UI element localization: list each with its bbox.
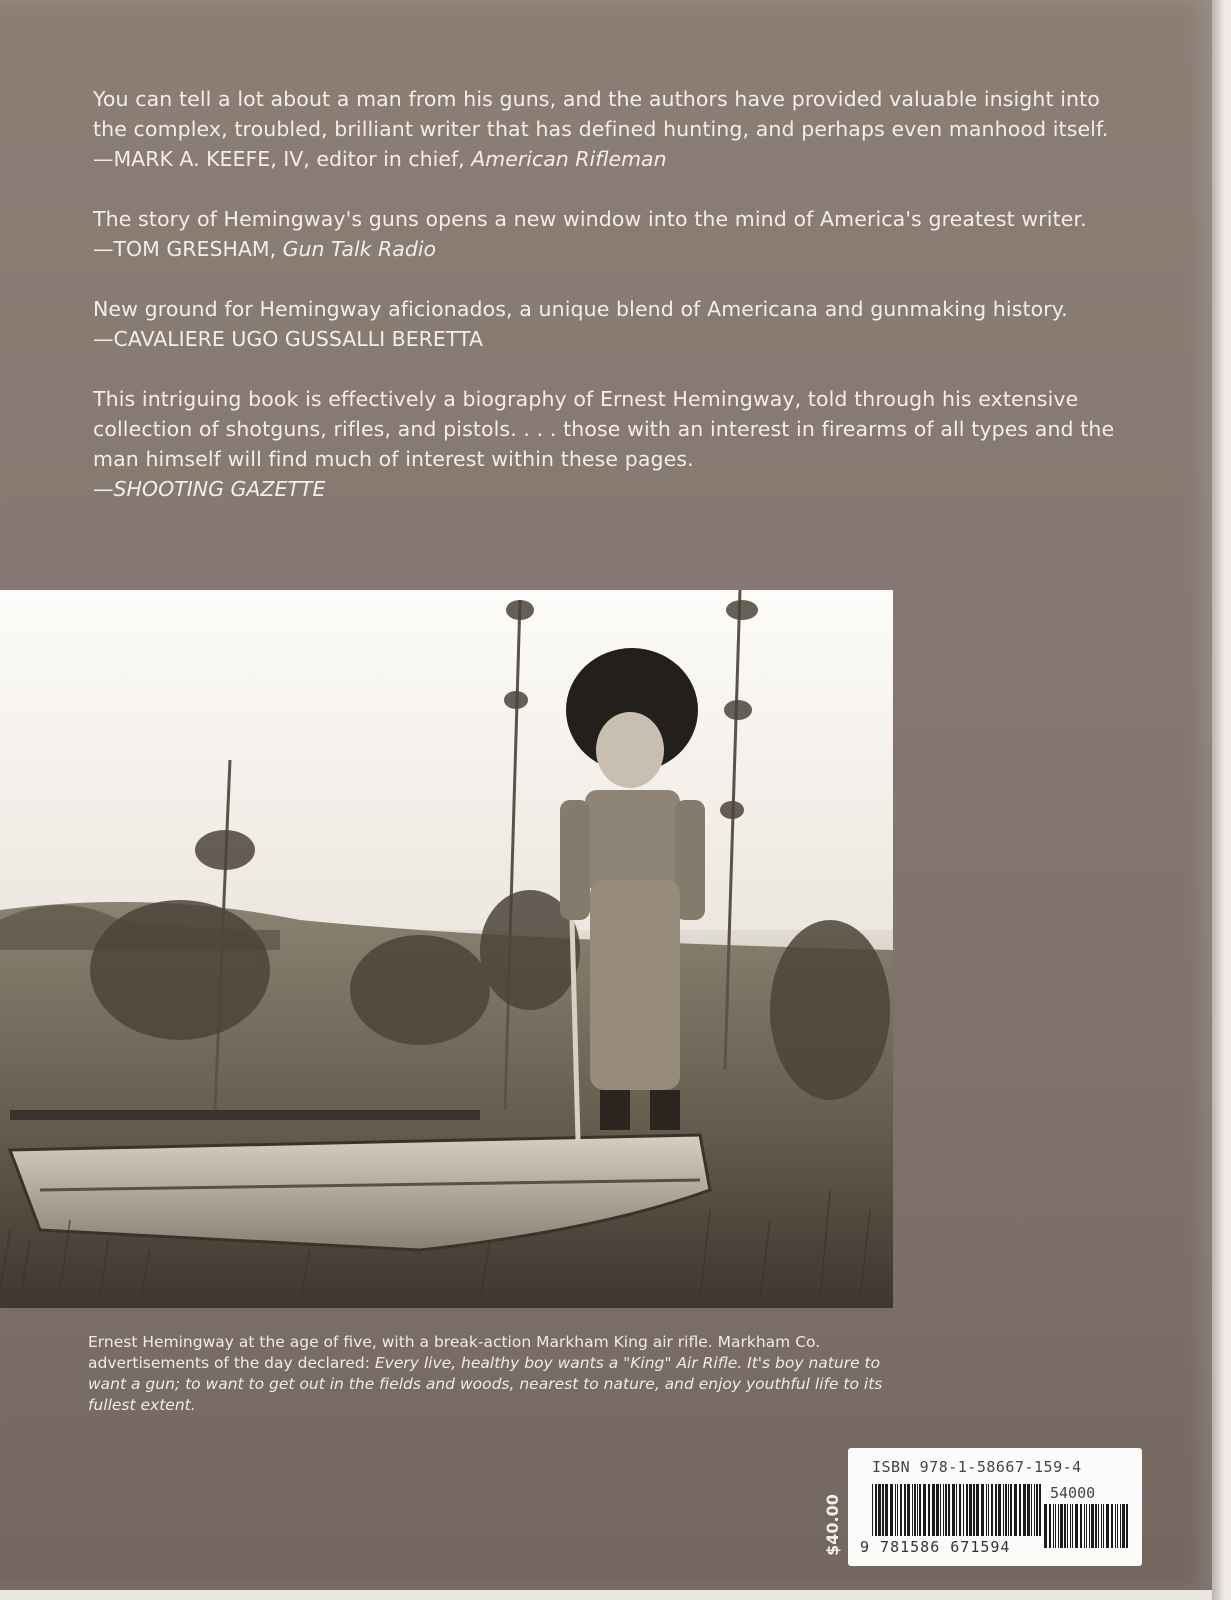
- isbn-label: ISBN 978-1-58667-159-4: [872, 1458, 1082, 1476]
- barcode-bar: [1091, 1504, 1094, 1548]
- blurb-attribution: [93, 474, 1123, 504]
- barcode-bar: [1075, 1504, 1078, 1548]
- barcode-bars: [872, 1484, 1042, 1536]
- barcode-bar: [1039, 1484, 1041, 1536]
- barcode-bar: [1101, 1504, 1102, 1548]
- barcode-bar: [943, 1484, 944, 1536]
- barcode-bar: [1044, 1504, 1047, 1548]
- barcode-bar: [988, 1484, 989, 1536]
- blurb-quote: You can tell a lot about a man from his guns, and the authors have provided valuable insight into the complex, troubled, brilliant writer that has defined hunting, and perhaps even manhood itself.: [93, 87, 1109, 141]
- barcode-bar: [1010, 1484, 1012, 1536]
- barcode-bar: [1053, 1504, 1054, 1548]
- blurb-quote: The story of Hemingway's guns opens a new window into the mind of America's greatest writer.: [93, 207, 1087, 231]
- barcode-bar: [1067, 1504, 1068, 1548]
- barcode-bar: [1111, 1504, 1113, 1548]
- barcode-bar: [1036, 1484, 1038, 1536]
- attribution-name: —: [93, 477, 114, 501]
- barcode-bar: [885, 1484, 888, 1536]
- barcode-bar: [1095, 1504, 1097, 1548]
- blurb-quote: New ground for Hemingway aficionados, a unique blend of Americana and gunmaking history.: [93, 297, 1068, 321]
- barcode-bar: [875, 1484, 877, 1536]
- barcode-bar: [914, 1484, 916, 1536]
- barcode-bar: [1122, 1504, 1125, 1548]
- attribution-source: Gun Talk Radio: [282, 237, 437, 261]
- barcode-bar: [1086, 1504, 1087, 1548]
- barcode-bar: [1027, 1484, 1030, 1536]
- barcode-bar: [1072, 1504, 1073, 1548]
- barcode-bar: [1031, 1484, 1032, 1536]
- blurb-gresham: [93, 204, 1123, 264]
- barcode-bar: [1064, 1504, 1066, 1548]
- blurb-shooting-gazette: [93, 384, 1123, 504]
- barcode-bar: [890, 1484, 893, 1536]
- attribution-name: —TOM GRESHAM,: [93, 237, 283, 261]
- barcode-bar: [940, 1484, 941, 1536]
- isbn-barcode: [848, 1448, 1142, 1566]
- price-code: 54000: [1050, 1484, 1096, 1502]
- barcode-bar: [882, 1484, 884, 1536]
- barcode-bar: [976, 1484, 979, 1536]
- barcode-bar: [923, 1484, 926, 1536]
- barcode-bar: [1023, 1484, 1026, 1536]
- barcode-bar: [952, 1484, 955, 1536]
- barcode-bar: [872, 1484, 873, 1536]
- barcode-bar: [963, 1484, 964, 1536]
- barcode-bar: [900, 1484, 902, 1536]
- price-label: $40.00: [822, 1494, 842, 1556]
- barcode-bar: [995, 1484, 997, 1536]
- barcode-bar: [932, 1484, 935, 1536]
- attribution-name: —MARK A. KEEFE, IV, editor in chief,: [93, 147, 472, 171]
- barcode-bar: [917, 1484, 918, 1536]
- barcode-bar: [1120, 1504, 1121, 1548]
- barcode-bar: [1019, 1484, 1021, 1536]
- attribution-source: SHOOTING GAZETTE: [113, 477, 326, 501]
- barcode-bar: [912, 1484, 913, 1536]
- barcode-bar: [969, 1484, 972, 1536]
- caption-advertisement-quote: Every live, healthy boy wants a "King" Air Rifle. It's boy nature to want a gun; to want to get out in the fields and woods, nearest to nature, and enjoy youthful life to its fullest extent.: [88, 1354, 883, 1414]
- barcode-bar: [959, 1484, 961, 1536]
- barcode-bar: [981, 1484, 984, 1536]
- barcode-bar: [998, 1484, 1001, 1536]
- page-edge: [1212, 0, 1231, 1600]
- attribution-source: American Rifleman: [471, 147, 667, 171]
- barcode-bar: [1103, 1504, 1104, 1548]
- barcode-bar: [948, 1484, 950, 1536]
- blurb-attribution: [93, 324, 1123, 354]
- photo-boy-with-air-rifle: [0, 590, 893, 1308]
- barcode-bar: [986, 1484, 987, 1536]
- blurb-attribution: [93, 144, 1123, 174]
- barcode-bar: [945, 1484, 947, 1536]
- barcode-bar: [936, 1484, 939, 1536]
- barcode-bar: [1005, 1484, 1007, 1536]
- barcode-bar: [919, 1484, 921, 1536]
- barcode-bar: [904, 1484, 906, 1536]
- barcode-bar: [878, 1484, 881, 1536]
- caption-text: Ernest Hemingway at the age of five, with a break-action Markham King air rifle. Markham Co. advertisements of the day declared:: [88, 1333, 821, 1372]
- barcode-addon-bars: [1044, 1504, 1128, 1548]
- barcode-bar: [1106, 1504, 1109, 1548]
- barcode-bar: [973, 1484, 975, 1536]
- barcode-bar: [907, 1484, 910, 1536]
- barcode-bar: [1008, 1484, 1009, 1536]
- barcode-bar: [1070, 1504, 1071, 1548]
- barcode-bar: [1060, 1504, 1063, 1548]
- blurb-attribution: [93, 234, 1123, 264]
- barcode-bar: [1117, 1504, 1118, 1548]
- barcode-bar: [1049, 1504, 1051, 1548]
- blurb-keefe: [93, 84, 1123, 174]
- barcode-bar: [966, 1484, 968, 1536]
- barcode-bar: [1115, 1504, 1116, 1548]
- barcode-bar: [1014, 1484, 1017, 1536]
- barcode-bar: [928, 1484, 930, 1536]
- barcode-bar: [1003, 1484, 1004, 1536]
- barcode-bar: [1055, 1504, 1056, 1548]
- blurb-beretta: [93, 294, 1123, 354]
- barcode-bar: [1080, 1504, 1082, 1548]
- barcode-bar: [897, 1484, 898, 1536]
- barcode-bar: [1034, 1484, 1035, 1536]
- barcode-bar: [991, 1484, 993, 1536]
- photo-illustration: [0, 590, 893, 1308]
- barcode-bar: [956, 1484, 957, 1536]
- photo-caption: [88, 1332, 888, 1416]
- barcode-bar: [1084, 1504, 1085, 1548]
- barcode-bar: [1058, 1504, 1059, 1548]
- barcode-bar: [1089, 1504, 1090, 1548]
- barcode-bar: [1126, 1504, 1128, 1548]
- blurbs-section: [93, 84, 1123, 534]
- barcode-bar: [1098, 1504, 1099, 1548]
- isbn-digits: 9 781586 671594: [860, 1538, 1011, 1556]
- barcode-bar: [895, 1484, 896, 1536]
- blurb-quote: This intriguing book is effectively a biography of Ernest Hemingway, told through his extensive collection of shotguns, rifles, and pistols. . . . those with an interest in firearms of all types and the man himself will find much of interest within these pages.: [93, 387, 1115, 471]
- attribution-name: —CAVALIERE UGO GUSSALLI BERETTA: [93, 327, 483, 351]
